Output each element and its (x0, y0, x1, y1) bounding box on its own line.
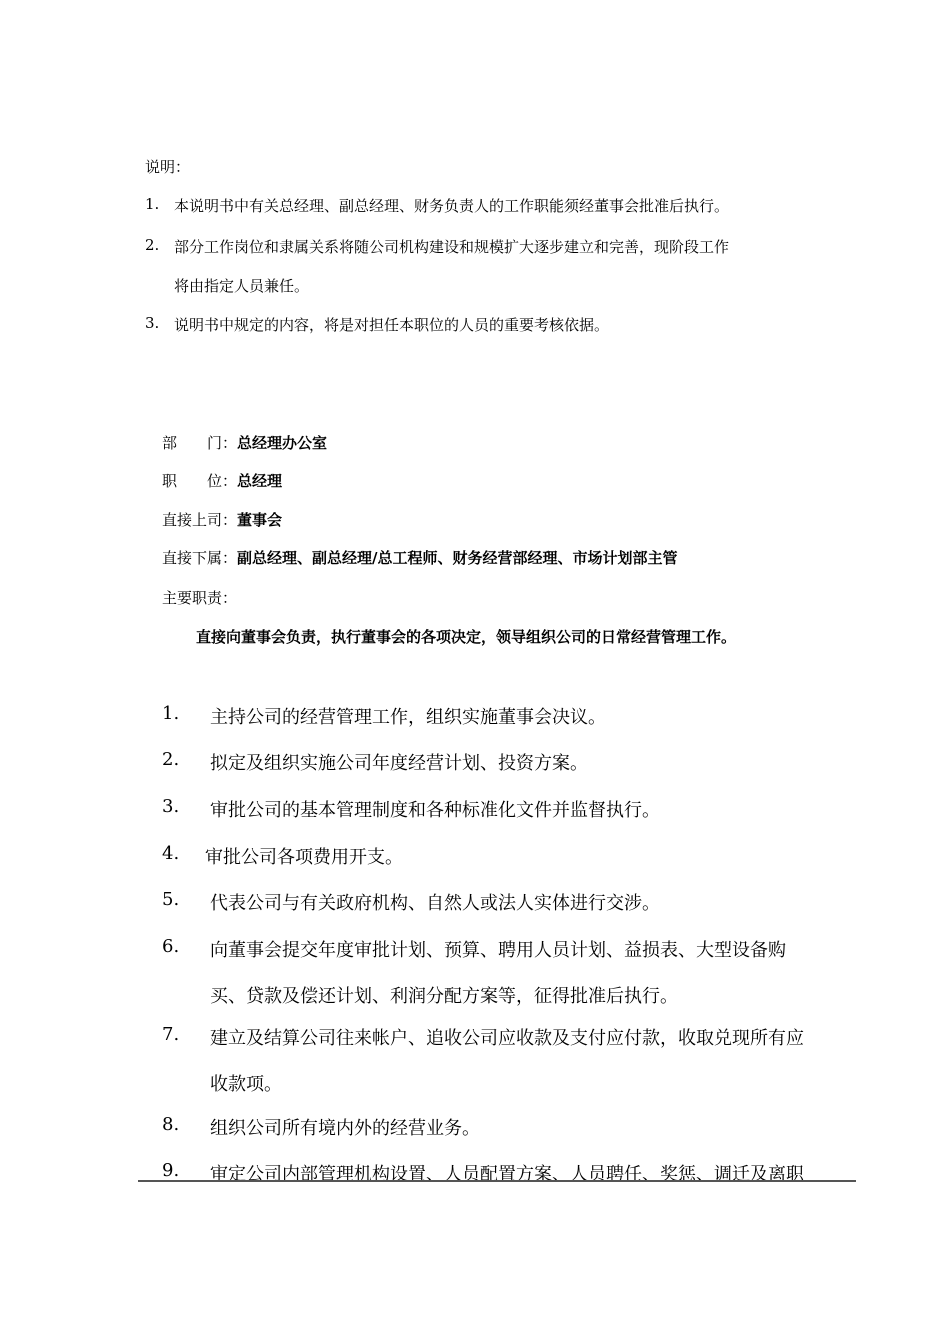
duty-text: 建立及结算公司往来帐户、追收公司应收款及支付应付款，收取兑现所有应 (210, 1028, 804, 1049)
duty-number: 7. (162, 1024, 180, 1045)
note-text-continued: 将由指定人员兼任。 (174, 277, 310, 295)
duty-text-continued: 收款项。 (210, 1074, 282, 1095)
duty-text: 审批公司的基本管理制度和各种标准化文件并监督执行。 (210, 800, 660, 821)
duty-text: 向董事会提交年度审批计划、预算、聘用人员计划、益损表、大型设备购 (210, 940, 786, 961)
note-text: 说明书中规定的内容，将是对担任本职位的人员的重要考核依据。 (174, 316, 610, 334)
note-text: 部分工作岗位和隶属关系将随公司机构建设和规模扩大逐步建立和完善，现阶段工作 (174, 238, 730, 256)
duty-number: 5. (162, 889, 180, 910)
superior-value: 董事会 (237, 511, 283, 529)
duty-text: 拟定及组织实施公司年度经营计划、投资方案。 (210, 753, 588, 774)
title-label: 职 位： (162, 472, 238, 490)
superior-label: 直接上司： (162, 511, 238, 529)
duty-text: 组织公司所有境内外的经营业务。 (210, 1118, 480, 1139)
superior-row (162, 509, 282, 530)
duty-text-continued: 买、贷款及偿还计划、利润分配方案等，征得批准后执行。 (210, 986, 678, 1007)
duty-number: 4. (162, 843, 180, 864)
note-number: 3. (145, 314, 160, 332)
duty-text: 代表公司与有关政府机构、自然人或法人实体进行交涉。 (210, 893, 660, 914)
bottom-divider (138, 1180, 856, 1182)
subordinates-row (162, 547, 678, 568)
note-number: 1. (145, 195, 160, 213)
duty-number: 1. (162, 703, 180, 724)
duty-number: 8. (162, 1114, 180, 1135)
duty-text: 主持公司的经营管理工作，组织实施董事会决议。 (210, 707, 606, 728)
department-value: 总经理办公室 (237, 434, 328, 452)
duty-text: 审定公司内部管理机构设置、人员配置方案、人员聘任、奖惩、调迁及离职 (210, 1164, 804, 1185)
duty-number: 6. (162, 936, 180, 957)
subordinates-value: 副总经理、副总经理/总工程师、财务经营部经理、市场计划部主管 (237, 549, 678, 567)
department-label: 部 门： (162, 434, 238, 452)
duty-number: 9. (162, 1160, 180, 1181)
duty-number: 2. (162, 749, 180, 770)
subordinates-label: 直接下属： (162, 549, 238, 567)
department-row (162, 432, 327, 453)
duty-number: 3. (162, 796, 180, 817)
title-value: 总经理 (237, 472, 283, 490)
notes-title: 说明： (145, 158, 191, 176)
note-text: 本说明书中有关总经理、副总经理、财务负责人的工作职能须经董事会批准后执行。 (174, 197, 730, 215)
duties-summary: 直接向董事会负责，执行董事会的各项决定，领导组织公司的日常经营管理工作。 (196, 628, 737, 646)
title-row (162, 470, 282, 491)
duties-label: 主要职责： (162, 589, 238, 607)
note-number: 2. (145, 236, 160, 254)
duty-text: 审批公司各项费用开支。 (205, 847, 403, 868)
